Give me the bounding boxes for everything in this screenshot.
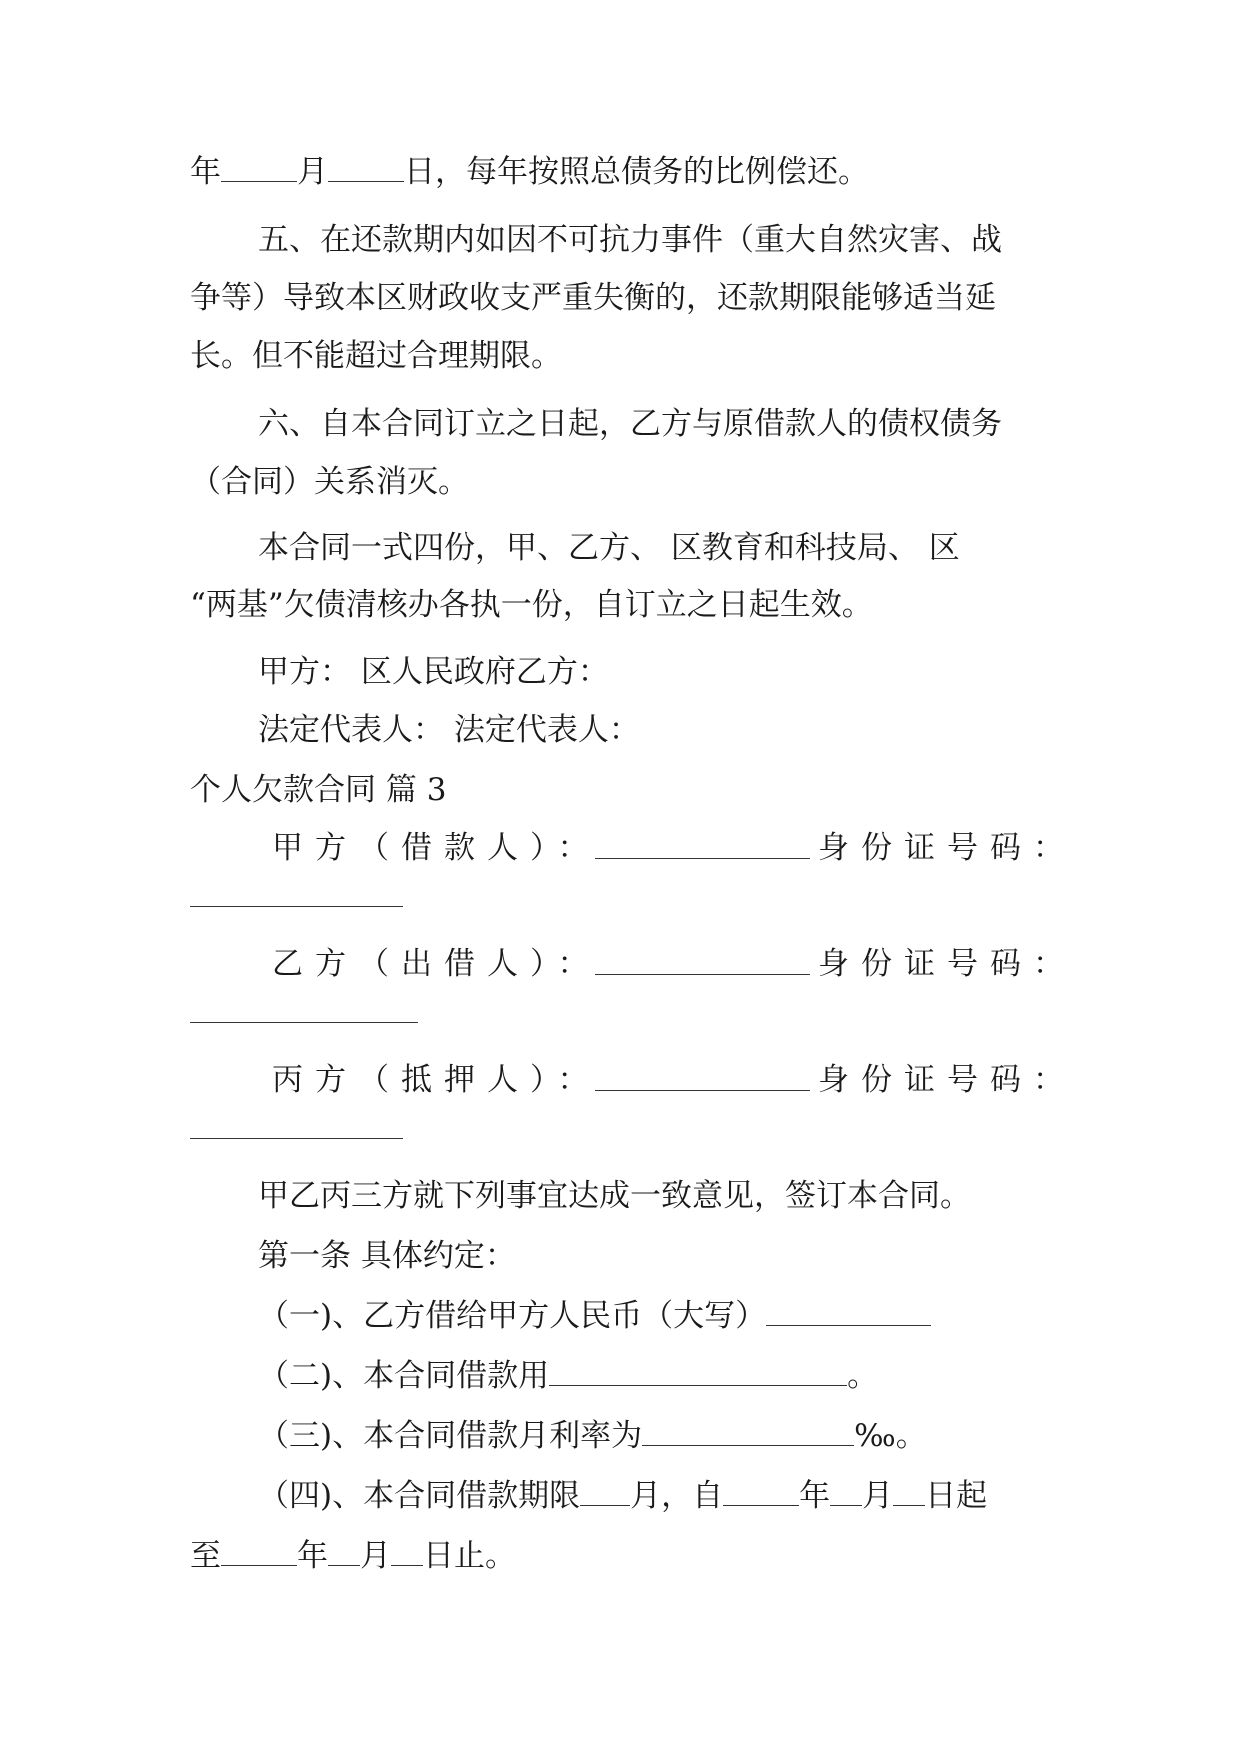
fill-blank <box>766 1299 931 1326</box>
text-fragment: （四)、本合同借款期限 <box>258 1478 581 1514</box>
paragraph-5-line-3: 长。但不能超过合理期限。 <box>190 338 562 374</box>
fill-blank <box>328 155 404 182</box>
fill-blank <box>893 1479 925 1506</box>
text-line <box>190 152 869 192</box>
copies-line-2: “两基”欠债清核办各执一份，自订立之日起生效。 <box>190 587 873 623</box>
text-fragment: （二)、本合同借款用 <box>258 1358 550 1394</box>
item-4-line-2 <box>190 1536 516 1576</box>
fill-blank <box>595 858 810 859</box>
text-fragment: ‰。 <box>854 1418 927 1454</box>
section-heading: 个人欠款合同 篇 3 <box>190 772 447 808</box>
paragraph-6-line-1: 六、自本合同订立之日起，乙方与原借款人的债权债务 <box>258 406 1002 442</box>
text-fragment: 。 <box>847 1358 879 1394</box>
paragraph-5-line-2: 争等）导致本区财政收支严重失衡的，还款期限能够适当延 <box>190 280 996 316</box>
item-3 <box>258 1416 927 1456</box>
party-a-label: 甲方（借款人）： <box>272 830 601 866</box>
signature-party-line: 甲方： 区人民政府乙方： <box>258 654 609 690</box>
text-fragment: 日止。 <box>423 1538 516 1574</box>
text-fragment: 年 <box>190 154 221 190</box>
text-fragment: 日起 <box>925 1478 988 1514</box>
fill-blank <box>190 906 403 907</box>
fill-blank <box>221 155 297 182</box>
party-c-id-label: 身份证号码： <box>818 1062 1076 1098</box>
fill-blank <box>221 1539 297 1566</box>
text-fragment: 月，自 <box>630 1478 724 1514</box>
fill-blank <box>595 974 810 975</box>
text-fragment: 日，每年按照总债务的比例偿还。 <box>404 154 869 190</box>
party-c-label: 丙方（抵押人）： <box>272 1062 601 1098</box>
copies-line-1: 本合同一式四份，甲、乙方、 区教育和科技局、 区 <box>258 530 960 566</box>
fill-blank <box>190 1022 418 1023</box>
text-fragment: （一)、乙方借给甲方人民币（大写） <box>258 1298 767 1334</box>
item-2 <box>258 1356 878 1396</box>
party-b-label: 乙方（出借人）： <box>272 946 601 982</box>
paragraph-6-line-2: （合同）关系消灭。 <box>190 464 469 500</box>
text-fragment: 年 <box>799 1478 831 1514</box>
item-4 <box>258 1476 987 1516</box>
signature-rep-line: 法定代表人： 法定代表人： <box>258 712 640 748</box>
fill-blank <box>830 1479 862 1506</box>
text-fragment: 月 <box>360 1538 391 1574</box>
fill-blank <box>549 1359 847 1386</box>
party-a-id-label: 身份证号码： <box>818 830 1076 866</box>
item-1 <box>258 1296 931 1336</box>
fill-blank <box>190 1138 403 1139</box>
fill-blank <box>391 1539 423 1566</box>
fill-blank <box>328 1539 360 1566</box>
fill-blank <box>723 1479 799 1506</box>
text-fragment: （三)、本合同借款月利率为 <box>258 1418 643 1454</box>
text-fragment: 月 <box>297 154 328 190</box>
text-fragment: 月 <box>862 1478 894 1514</box>
paragraph-5-line-1: 五、在还款期内如因不可抗力事件（重大自然灾害、战 <box>258 222 1002 258</box>
agreement-line: 甲乙丙三方就下列事宜达成一致意见，签订本合同。 <box>258 1178 971 1214</box>
fill-blank <box>580 1479 630 1506</box>
article-1-title: 第一条 具体约定： <box>258 1238 516 1274</box>
text-fragment: 年 <box>297 1538 328 1574</box>
text-fragment: 至 <box>190 1538 221 1574</box>
fill-blank <box>642 1419 854 1446</box>
fill-blank <box>595 1090 810 1091</box>
party-b-id-label: 身份证号码： <box>818 946 1076 982</box>
